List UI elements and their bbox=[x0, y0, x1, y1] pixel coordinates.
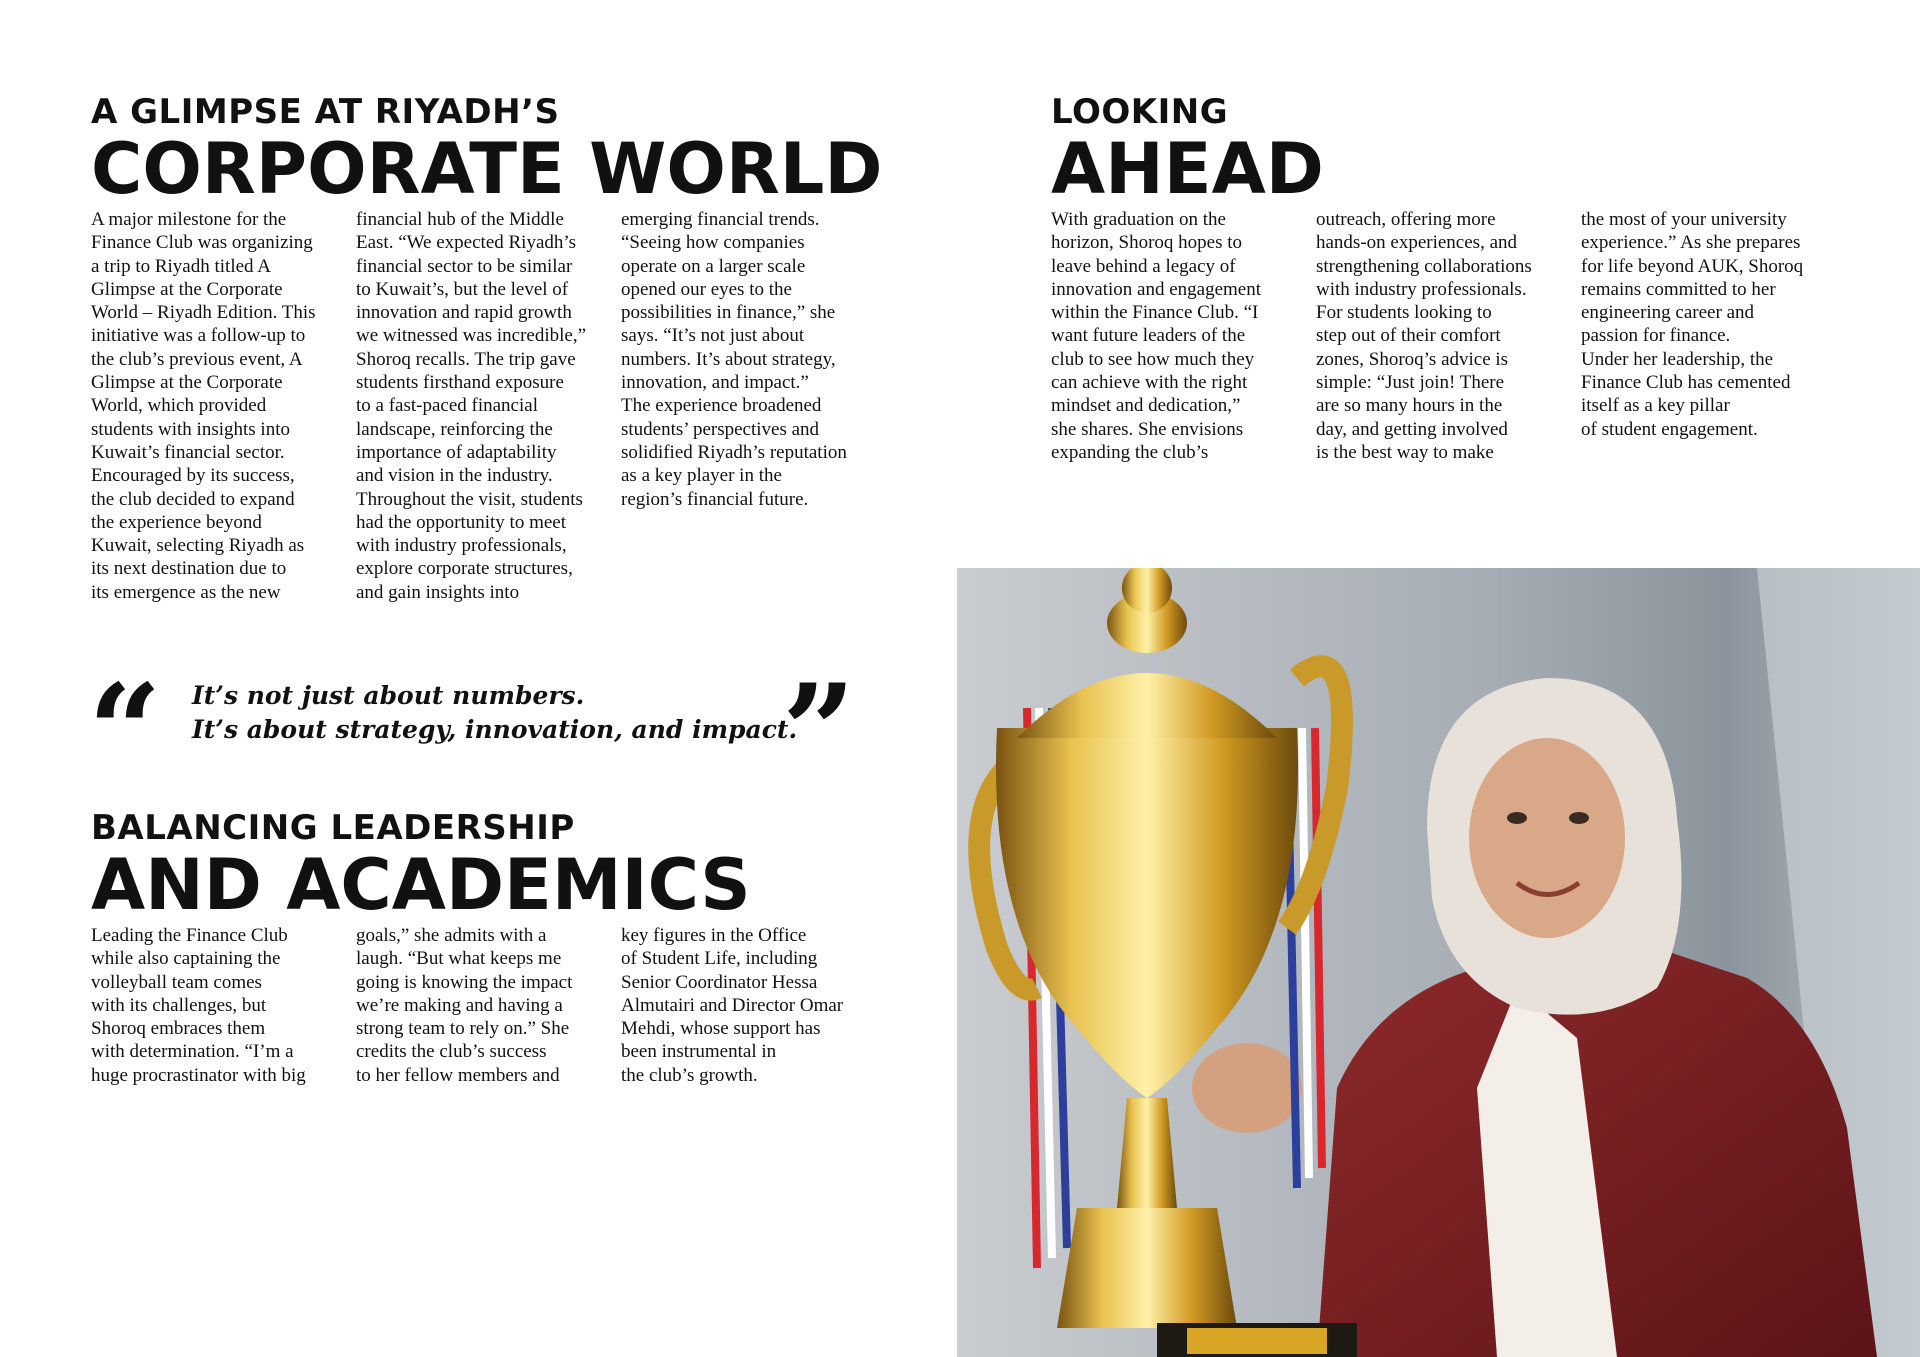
section-looking-ahead bbox=[1051, 92, 1851, 464]
article-column: key figures in the Office of Student Life, including Senior Coordinator Hessa Almutairi and Director Omar Mehdi, whose support has been instrumental in the club’s growth. bbox=[621, 925, 844, 1086]
article-column: With graduation on the horizon, Shoroq hopes to leave behind a legacy of innovation and engagement within the Finance Club. “I want future leaders of the club to see how much they can achieve with the right mindset and dedication,” she shares. She envisions expanding the club’s bbox=[1051, 209, 1261, 463]
article-column: A major milestone for the Finance Club was organizing a trip to Riyadh titled A Glimpse at the Corporate World – Riyadh Edition. This initiative was a follow-up to the club’s previous event, A Glimpse at the Corporate World, which provided students with insights into Kuwait’s financial sector. Encouraged by its success, the club decided to expand the experience beyond Kuwait, selecting Riyadh as its next destination due to its emergence as the new bbox=[91, 209, 316, 603]
article-column: the most of your university experience.” As she prepares for life beyond AUK, Shoroq remains committed to her engineering career and passion for finance. Under her leadership, the Finance Club has cemented itself as a key pillar of student engagement. bbox=[1581, 209, 1804, 440]
open-quote-mark: “ bbox=[88, 657, 162, 807]
face bbox=[1469, 738, 1625, 938]
trophy-photo bbox=[957, 568, 1920, 1357]
pull-quote bbox=[88, 657, 888, 807]
close-quote-mark: ” bbox=[782, 657, 856, 807]
hand bbox=[1192, 1043, 1302, 1133]
pull-quote-line: It’s not just about numbers. bbox=[192, 681, 585, 710]
section-kicker: LOOKING bbox=[1051, 92, 1229, 132]
article-column: financial hub of the Middle East. “We expected Riyadh’s financial sector to be similar to Kuwait’s, but the level of innovation and rapid growth we witnessed was incredible,” Shoroq recalls. The trip gave students firsthand exposure to a fast-paced financial landscape, reinforcing the importance of adaptability and vision in the industry. Throughout the visit, students had the opportunity to meet with industry professionals, explore corporate structures, and gain insights into bbox=[356, 209, 587, 603]
article-column: emerging financial trends. “Seeing how companies operate on a larger scale opened our eyes to the possibilities in finance,” she says. “It’s not just about numbers. It’s about strategy, innovation, and impact.” The experience broadened students’ perspectives and solidified Riyadh’s reputation as a key player in the region’s financial future. bbox=[621, 209, 847, 510]
article-columns bbox=[91, 208, 891, 604]
pull-quote-line: It’s about strategy, innovation, and impact. bbox=[192, 715, 798, 744]
section-headline: AND ACADEMICS bbox=[91, 844, 751, 926]
article-columns bbox=[91, 924, 891, 1087]
section-balancing bbox=[91, 808, 891, 1087]
trophy-photo-illustration bbox=[957, 568, 1920, 1357]
article-column: outreach, offering more hands-on experiences, and strengthening collaborations with industry professionals. For students looking to step out of their comfort zones, Shoroq’s advice is simple: “Just join! There are so many hours in the day, and getting involved is the best way to make bbox=[1316, 209, 1532, 463]
section-riyadh bbox=[91, 92, 891, 604]
section-kicker: A GLIMPSE AT RIYADH’S bbox=[91, 92, 560, 132]
article-column: goals,” she admits with a laugh. “But what keeps me going is knowing the impact we’re making and having a strong team to rely on.” She credits the club’s success to her fellow members and bbox=[356, 925, 573, 1086]
article-column: Leading the Finance Club while also captaining the volleyball team comes with its challenges, but Shoroq embraces them with determination. “I’m a huge procrastinator with big bbox=[91, 925, 306, 1086]
section-headline: CORPORATE WORLD bbox=[91, 128, 883, 210]
section-headline: AHEAD bbox=[1051, 128, 1324, 210]
trophy-base bbox=[1057, 1208, 1237, 1328]
section-kicker: BALANCING LEADERSHIP bbox=[91, 808, 575, 848]
article-columns bbox=[1051, 208, 1851, 464]
